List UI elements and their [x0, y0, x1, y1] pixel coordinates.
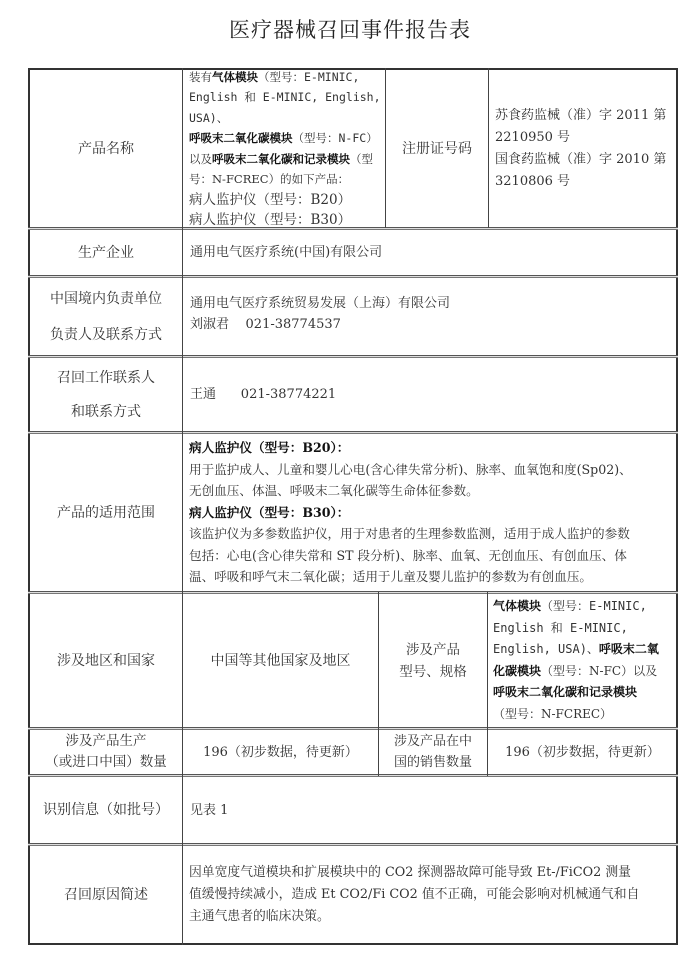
text-bold: 病人监护仪（型号：B30）： — [189, 504, 350, 520]
label-manufacturer: 生产企业 — [78, 244, 134, 261]
manufacturer-value: 通用电气医疗系统(中国)有限公司 — [190, 245, 383, 260]
text: 涉及产品 — [406, 641, 460, 658]
text: （型号：N-FCREC） — [493, 706, 613, 721]
label-product-name: 产品名称 — [78, 140, 134, 157]
text: 国的销售数量 — [393, 755, 472, 770]
text: 用于监护成人、儿童和婴儿心电(含心律失常分析)、脉率、血氧饱和度(Sp02)、 — [189, 461, 632, 477]
text: 召回工作联系人 — [57, 369, 155, 386]
text: 和联系方式 — [71, 403, 141, 420]
registration-numbers — [495, 70, 677, 227]
scope-content — [189, 434, 675, 591]
label-scope: 产品的适用范围 — [57, 504, 155, 521]
label-recall-reason: 召回原因简述 — [64, 887, 148, 903]
text-bold: 气体模块 — [212, 69, 258, 84]
label-region: 涉及地区和国家 — [57, 652, 155, 669]
text: 型号、规格 — [399, 663, 467, 680]
text: 涉及产品在中 — [393, 734, 472, 749]
text-bold: 呼吸末二氧 — [598, 642, 659, 656]
text: 病人监护仪（型号：B20） — [189, 191, 352, 208]
identification-value: 见表 1 — [190, 802, 229, 818]
text: 刘淑君 021-38774537 — [190, 317, 341, 332]
text: （或进口中国）数量 — [45, 754, 167, 770]
production-quantity-value: 196（初步数据，待更新） — [203, 744, 358, 760]
label-production-quantity — [30, 730, 182, 774]
page-title: 医疗器械召回事件报告表 — [229, 18, 471, 42]
label-sales-quantity — [379, 730, 487, 774]
text: 中国境内负责单位 — [50, 290, 162, 307]
text: 号：N-FCREC）的如下产品： — [189, 172, 350, 186]
text: 因单宽度气道模块和扩展模块中的 CO2 探测器故障可能导致 Et-/FiCO2 测量 — [189, 865, 631, 880]
domestic-unit-value — [190, 278, 670, 350]
label-registration-number: 注册证号码 — [402, 140, 472, 157]
region-value: 中国等其他国家及地区 — [210, 652, 351, 669]
recall-reason-value — [189, 846, 675, 944]
label-recall-contact — [30, 358, 182, 431]
text: English, USA)、 — [493, 642, 599, 656]
text: 通用电气医疗系统贸易发展（上海）有限公司 — [190, 296, 451, 311]
text: 负责人及联系方式 — [50, 326, 162, 343]
label-model-spec — [379, 594, 487, 727]
text: 以及 — [189, 151, 212, 166]
text: 2210950 号 — [495, 129, 571, 145]
sales-quantity-value: 196（初步数据，待更新） — [505, 744, 660, 760]
text-bold: 呼吸末二氧化碳和记录模块 — [212, 151, 350, 166]
text-bold: 呼吸末二氧化碳和记录模块 — [493, 685, 638, 699]
text: （型号：E-MINIC, — [541, 599, 647, 613]
model-spec-value — [493, 594, 677, 727]
text: 温、呼吸和呼气末二氧化碳；适用于儿童及婴儿监护的参数为有创血压。 — [189, 569, 592, 585]
text-bold: 气体模块 — [493, 599, 542, 613]
text: （型 — [350, 151, 373, 166]
text: 包括：心电(含心律失常和 ST 段分析)、脉率、血氧、无创血压、有创血压、体 — [189, 547, 627, 563]
recall-contact-value: 王通 021-38774221 — [190, 387, 337, 402]
text-bold: 化碳模块 — [493, 663, 542, 678]
text: 值缓慢持续减小，造成 Et CO2/Fi CO2 值不正确，可能会影响对机械通气和自 — [189, 887, 640, 902]
text: （型号：N-FC） — [292, 131, 378, 145]
text: （型号：N-FC）以及 — [541, 663, 658, 678]
text: 3210806 号 — [495, 173, 571, 189]
text: 该监护仪为多参数监护仪，用于对患者的生理参数监测，适用于成人监护的参数 — [189, 526, 630, 542]
text: English 和 E-MINIC, English, USA)、 — [189, 90, 381, 125]
label-identification: 识别信息（如批号） — [43, 802, 169, 818]
text: English 和 E-MINIC, — [493, 620, 628, 635]
text-bold: 病人监护仪（型号：B20）： — [189, 440, 350, 456]
text: 国食药监械（准）字 2010 第 — [495, 151, 667, 167]
text: 主通气患者的临床决策。 — [189, 909, 330, 924]
text-bold: 呼吸末二氧化碳模块 — [189, 131, 293, 145]
text: 涉及产品生产 — [65, 733, 147, 749]
text: 无创血压、体温、呼吸末二氧化碳等生命体征参数。 — [189, 483, 479, 499]
text: 病人监护仪（型号：B30） — [189, 212, 352, 228]
col-divider — [182, 68, 183, 945]
text: （型号：E-MINIC, — [258, 69, 360, 84]
text: 装有 — [189, 69, 212, 84]
label-domestic-unit — [30, 278, 182, 355]
col-divider — [488, 68, 489, 228]
text: 苏食药监械（准）字 2011 第 — [495, 107, 667, 123]
product-name-content — [189, 70, 385, 227]
